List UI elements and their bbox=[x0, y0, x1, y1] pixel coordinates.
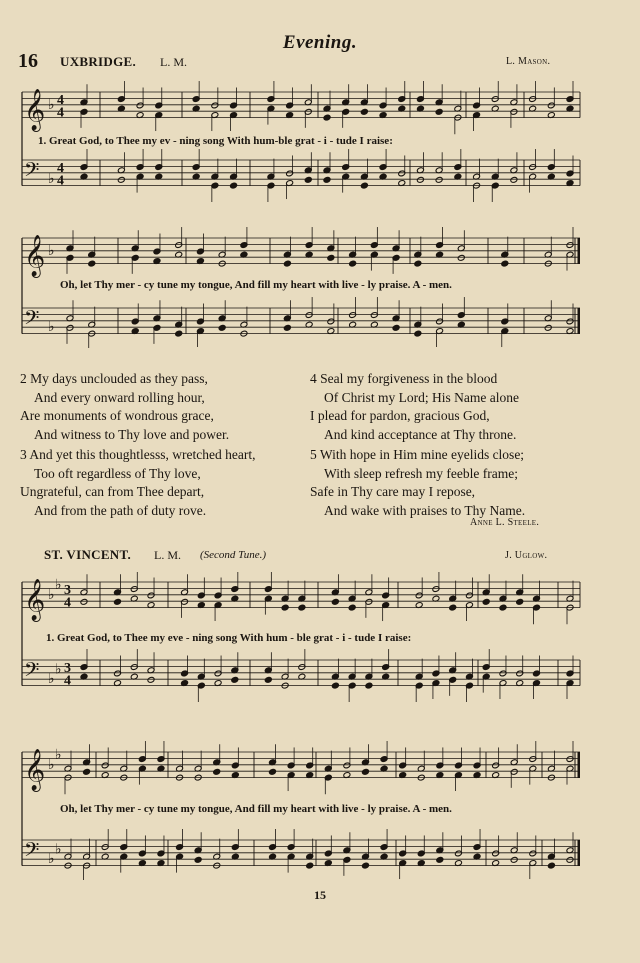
stanza-line: With hope in Him mine eyelids close; bbox=[319, 447, 525, 462]
stanza-line: Ungrateful, can from Thee depart, bbox=[20, 484, 205, 499]
stanza-number: 3 bbox=[20, 447, 27, 462]
stanza-line: And every onward rolling hour, bbox=[34, 389, 205, 405]
lyric-line: 1. Great God, to Thee my eve - ning song With hum - ble grat - i - tude I raise: bbox=[46, 632, 412, 644]
stanza-line: Seal my forgiveness in the blood bbox=[320, 371, 498, 386]
tune-name: UXBRIDGE. bbox=[60, 54, 137, 69]
stanza-line: And from the path of duty rove. bbox=[34, 502, 207, 518]
svg-text:♭: ♭ bbox=[48, 756, 55, 773]
stanza-line: Safe in Thy care may I repose, bbox=[310, 484, 476, 499]
svg-text:4: 4 bbox=[57, 160, 64, 176]
stanza-line: And yet this thoughtlesss, wretched heart, bbox=[29, 447, 256, 462]
lyric-line: Oh, let Thy mer - cy tune my tongue, And fill my heart with live - ly praise. A - men. bbox=[60, 803, 452, 815]
tune-meter: L. M. bbox=[160, 55, 187, 69]
stanza-4 bbox=[310, 370, 519, 444]
lyric-line: 1. Great God, to Thee my ev - ning song With hum-ble grat - i - tude I raise: bbox=[38, 135, 393, 147]
svg-text:3: 3 bbox=[64, 582, 71, 598]
lyric-line: Oh, let Thy mer - cy tune my tongue, And fill my heart with live - ly praise. A - men. bbox=[60, 279, 452, 291]
svg-text:𝄢: 𝄢 bbox=[24, 657, 40, 686]
stanza-line: And wake with praises to Thy Name. bbox=[324, 502, 526, 518]
hymn-number: 16 bbox=[18, 50, 38, 72]
svg-text:♭: ♭ bbox=[55, 661, 62, 678]
svg-text:𝄞: 𝄞 bbox=[24, 749, 46, 791]
stanza-line: Of Christ my Lord; His Name alone bbox=[324, 389, 519, 405]
stanza-5 bbox=[310, 446, 525, 520]
svg-text:𝄞: 𝄞 bbox=[24, 89, 46, 131]
stanza-line: Too oft regardless of Thy love, bbox=[34, 465, 201, 481]
svg-text:♭: ♭ bbox=[48, 242, 55, 259]
stanza-line: And witness to Thy love and power. bbox=[34, 426, 230, 442]
tune-name: ST. VINCENT. bbox=[44, 547, 132, 562]
svg-text:♭: ♭ bbox=[48, 171, 55, 188]
stanza-line: And kind acceptance at Thy throne. bbox=[324, 426, 517, 442]
svg-text:♭: ♭ bbox=[48, 586, 55, 603]
stanza-line: Are monuments of wondrous grace, bbox=[20, 408, 214, 423]
stanza-2 bbox=[20, 370, 229, 444]
hymn-author: Anne L. Steele. bbox=[470, 517, 540, 528]
svg-text:4: 4 bbox=[57, 173, 64, 189]
svg-text:𝄞: 𝄞 bbox=[24, 579, 46, 621]
svg-text:♭: ♭ bbox=[48, 96, 55, 113]
tune-composer: L. Mason. bbox=[506, 56, 551, 67]
svg-text:𝄢: 𝄢 bbox=[24, 305, 40, 334]
svg-text:♭: ♭ bbox=[55, 577, 62, 594]
stanza-line: With sleep refresh my feeble frame; bbox=[324, 465, 518, 481]
tune-note: (Second Tune.) bbox=[200, 549, 266, 561]
svg-text:♭: ♭ bbox=[48, 319, 55, 336]
stanza-number: 4 bbox=[310, 371, 317, 386]
svg-text:♭: ♭ bbox=[55, 841, 62, 858]
stanza-3 bbox=[20, 446, 255, 520]
stanza-line: I plead for pardon, gracious God, bbox=[310, 408, 490, 423]
svg-text:♭: ♭ bbox=[55, 747, 62, 764]
tune-meter: L. M. bbox=[154, 548, 181, 562]
svg-text:♭: ♭ bbox=[48, 851, 55, 868]
section-title: Evening. bbox=[282, 32, 358, 53]
svg-text:𝄢: 𝄢 bbox=[24, 837, 40, 866]
stanza-number: 2 bbox=[20, 371, 27, 386]
svg-text:4: 4 bbox=[64, 673, 71, 689]
stanza-number: 5 bbox=[310, 447, 317, 462]
svg-text:4: 4 bbox=[64, 595, 71, 611]
svg-text:3: 3 bbox=[64, 660, 71, 676]
svg-text:𝄞: 𝄞 bbox=[24, 235, 46, 277]
stanza-line: My days unclouded as they pass, bbox=[30, 371, 208, 386]
page-number: 15 bbox=[314, 888, 326, 902]
tune-composer: J. Uglow. bbox=[505, 550, 548, 561]
svg-text:♭: ♭ bbox=[48, 671, 55, 688]
svg-text:4: 4 bbox=[57, 105, 64, 121]
svg-text:4: 4 bbox=[57, 92, 64, 108]
svg-text:𝄢: 𝄢 bbox=[24, 157, 40, 186]
